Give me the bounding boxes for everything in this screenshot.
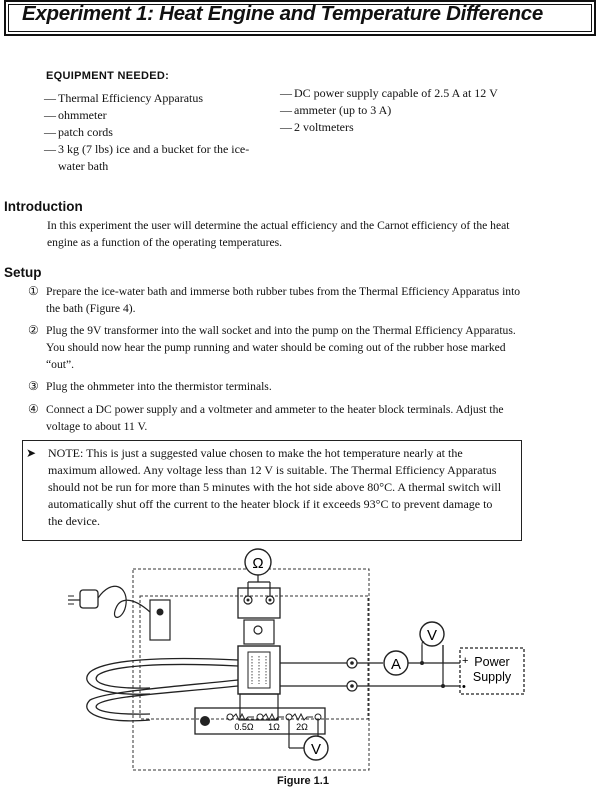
power-supply-label-1: Power [474, 655, 510, 669]
note-text: NOTE: This is just a suggested value chosen to make the hot temperature nearly at the maximum allowed. Any voltage less than 12 V is suitable. The Thermal Efficiency Apparatus should not be run for more than 5 minutes with the hot side above 80°C. A thermal switch will automatically shut off the current to the heater block if it exceeds 93°C to prevent damage to the device. [48, 446, 502, 528]
equipment-list-left [44, 90, 266, 175]
equipment-item: — ammeter (up to 3 A) [280, 103, 392, 117]
voltmeter-resistor-symbol: V [310, 741, 322, 758]
equipment-item: — 2 voltmeters [280, 120, 354, 134]
equipment-item: — 3 kg (7 lbs) ice and a bucket for the ice-water bath [44, 142, 250, 173]
heater-base [240, 694, 278, 720]
introduction-text: In this experiment the user will determine the actual efficiency and the Carnot efficiency of the heat engine as a function of the operating temperatures. [47, 219, 510, 249]
note-arrow-icon: ➤ [26, 446, 37, 460]
step-text: Plug the 9V transformer into the wall socket and into the pump on the Thermal Efficiency Apparatus. You should now hear the pump running and water should be coming out of the rubber hose marked “out”. [46, 324, 516, 371]
setup-step-4 [28, 401, 534, 435]
step-text: Plug the ohmmeter into the thermistor terminals. [46, 380, 272, 393]
equipment-heading: EQUIPMENT NEEDED: [46, 70, 170, 82]
introduction-heading: Introduction [4, 199, 83, 214]
thermistor-terminal-block [238, 588, 280, 618]
heater-block [238, 646, 280, 694]
equipment-item: — DC power supply capable of 2.5 A at 12 V [280, 86, 498, 100]
step-number: ② [28, 323, 39, 337]
svg-text:+: + [462, 655, 469, 667]
equipment-list-right [280, 85, 540, 136]
power-supply-label-2: Supply [472, 670, 512, 684]
voltmeter-supply-symbol: V [426, 627, 438, 644]
resistor-label: 0.5Ω [234, 722, 254, 732]
svg-text:•: • [462, 681, 466, 693]
step-number: ① [28, 284, 39, 298]
setup-step-2 [28, 322, 534, 373]
pump-block [150, 600, 170, 640]
apparatus-inner-outline [140, 596, 368, 719]
transformer-plug-icon [68, 586, 150, 617]
setup-heading: Setup [4, 265, 42, 280]
step-number: ③ [28, 379, 39, 393]
apparatus-outline [133, 569, 369, 770]
resistor-label: 2Ω [296, 722, 308, 732]
step-number: ④ [28, 402, 39, 416]
resistor-label: 1Ω [268, 722, 280, 732]
note [26, 445, 510, 530]
thermistor-housing [244, 620, 274, 644]
wiring-diagram [0, 548, 606, 774]
equipment-item: — patch cords [44, 125, 113, 139]
step-text: Prepare the ice-water bath and immerse both rubber tubes from the Thermal Efficiency Apparatus into the bath (Figure 4). [46, 285, 521, 315]
ohmmeter-symbol: Ω [252, 555, 264, 572]
resistor-ground-terminal [200, 716, 210, 726]
setup-step-3 [28, 378, 534, 395]
equipment-item: — Thermal Efficiency Apparatus [44, 91, 204, 105]
pump-connector [157, 609, 164, 616]
figure-caption: Figure 1.1 [277, 775, 329, 787]
equipment-item: — ohmmeter [44, 108, 107, 122]
ammeter-symbol: A [390, 656, 402, 673]
setup-step-1 [28, 283, 534, 317]
page-title: Experiment 1: Heat Engine and Temperature Difference [22, 2, 543, 25]
rubber-hoses [87, 659, 238, 721]
step-text: Connect a DC power supply and a voltmeter and ammeter to the heater block terminals. Adjust the voltage to about 11 V. [46, 403, 504, 433]
